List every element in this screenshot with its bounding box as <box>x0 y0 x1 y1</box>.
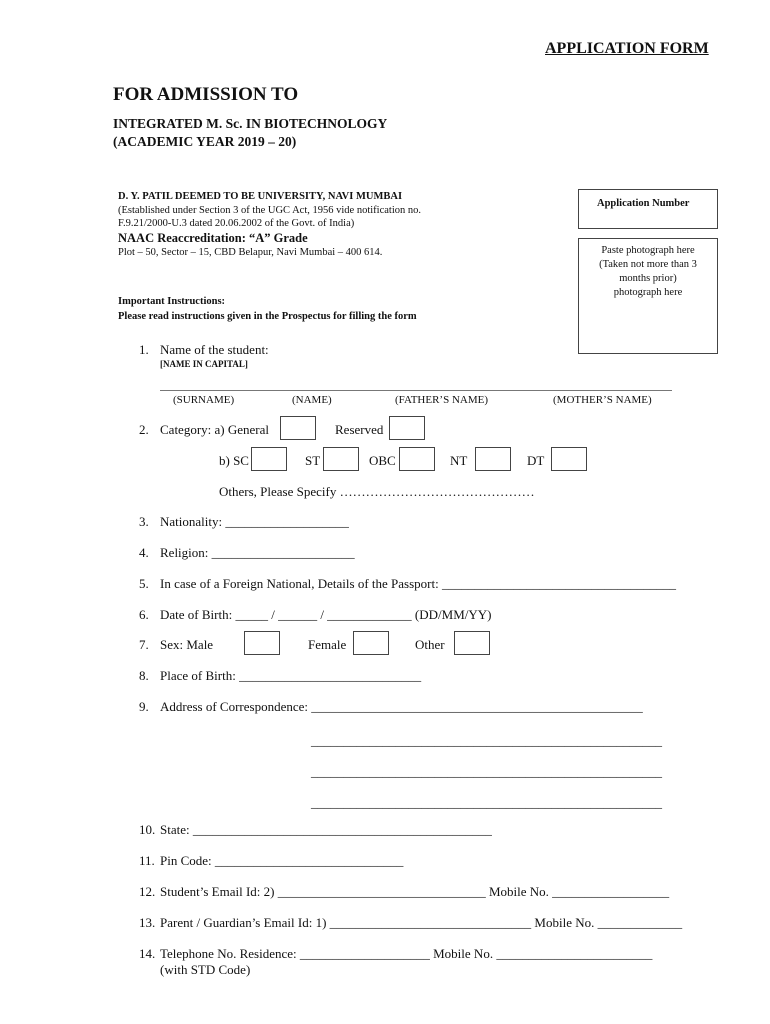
address-line-3[interactable]: ______________________________________________________ <box>311 764 662 779</box>
q1-number: 1. <box>139 342 149 357</box>
instructions-text: Please read instructions given in the Prospectus for filling the form <box>118 311 417 322</box>
q7-number: 7. <box>139 637 149 652</box>
program-name: INTEGRATED M. Sc. IN BIOTECHNOLOGY <box>113 116 388 131</box>
passport-field[interactable]: In case of a Foreign National, Details of the Passport: ____________________________________ <box>160 576 676 591</box>
photo-box[interactable] <box>578 238 718 354</box>
sex-label: Sex: Male <box>160 637 214 652</box>
instructions-title: Important Instructions: <box>118 296 226 307</box>
photo-line-2: (Taken not more than 3 <box>599 259 697 270</box>
pin-code-field[interactable]: Pin Code: _____________________________ <box>160 853 404 868</box>
st-label: ST <box>305 453 321 468</box>
father-name-caption: (FATHER’S NAME) <box>395 394 488 406</box>
q8-number: 8. <box>139 668 149 683</box>
st-checkbox[interactable] <box>323 447 359 471</box>
q14-number: 14. <box>139 946 156 961</box>
establishment-line-1: (Established under Section 3 of the UGC Act, 1956 vide notification no. <box>118 205 421 216</box>
q5-number: 5. <box>139 576 149 591</box>
std-code-note: (with STD Code) <box>160 962 251 977</box>
address-line-4[interactable]: ______________________________________________________ <box>311 795 662 810</box>
other-checkbox[interactable] <box>454 631 490 655</box>
dt-label: DT <box>527 453 545 468</box>
q1-label: Name of the student: <box>160 342 269 357</box>
university-name: D. Y. PATIL DEEMED TO BE UNIVERSITY, NAVI MUMBAI <box>118 191 403 202</box>
nt-checkbox[interactable] <box>475 447 511 471</box>
mother-name-caption: (MOTHER’S NAME) <box>553 394 652 406</box>
q12-number: 12. <box>139 884 156 899</box>
male-checkbox[interactable] <box>244 631 280 655</box>
female-checkbox[interactable] <box>353 631 389 655</box>
application-number-label: Application Number <box>597 198 690 209</box>
reserved-checkbox[interactable] <box>389 416 425 440</box>
photo-line-1: Paste photograph here <box>601 245 695 256</box>
name-caption: (NAME) <box>292 394 332 406</box>
naac-grade: NAAC Reaccreditation: “A” Grade <box>118 231 308 245</box>
q2-label: Category: a) General <box>160 422 270 437</box>
photo-line-4: photograph here <box>613 287 683 298</box>
student-email-field[interactable]: Student’s Email Id: 2) ________________________________ Mobile No. __________________ <box>160 884 670 899</box>
student-name-line[interactable] <box>160 390 672 391</box>
admission-heading: FOR ADMISSION TO <box>113 84 299 105</box>
telephone-field[interactable]: Telephone No. Residence: ____________________ Mobile No. ________________________ <box>160 946 653 961</box>
q6-number: 6. <box>139 607 149 622</box>
nationality-field[interactable]: Nationality: ___________________ <box>160 514 349 529</box>
q11-number: 11. <box>139 853 155 868</box>
others-specify[interactable]: Others, Please Specify ……………………………………… <box>219 484 535 499</box>
sc-checkbox[interactable] <box>251 447 287 471</box>
obc-label: OBC <box>369 453 396 468</box>
obc-checkbox[interactable] <box>399 447 435 471</box>
dob-field[interactable]: Date of Birth: _____ / ______ / _____________ (DD/MM/YY) <box>160 607 492 622</box>
state-field[interactable]: State: ______________________________________________ <box>160 822 492 837</box>
q13-number: 13. <box>139 915 156 930</box>
address-line-2[interactable]: ______________________________________________________ <box>311 733 662 748</box>
academic-year: (ACADEMIC YEAR 2019 – 20) <box>113 134 297 149</box>
q3-number: 3. <box>139 514 149 529</box>
photo-line-3: months prior) <box>619 273 677 284</box>
other-label: Other <box>415 637 445 652</box>
religion-field[interactable]: Religion: ______________________ <box>160 545 355 560</box>
address-field[interactable]: Address of Correspondence: ___________________________________________________ <box>160 699 643 714</box>
q1-note: [NAME IN CAPITAL] <box>160 359 248 369</box>
establishment-line-2: F.9.21/2000-U.3 dated 20.06.2002 of the Govt. of India) <box>118 218 355 229</box>
application-number-box[interactable] <box>578 189 718 229</box>
nt-label: NT <box>450 453 468 468</box>
general-checkbox[interactable] <box>280 416 316 440</box>
place-of-birth-field[interactable]: Place of Birth: ____________________________ <box>160 668 422 683</box>
female-label: Female <box>308 637 347 652</box>
reserved-label: Reserved <box>335 422 384 437</box>
q9-number: 9. <box>139 699 149 714</box>
sc-label: b) SC <box>219 453 249 468</box>
parent-email-field[interactable]: Parent / Guardian’s Email Id: 1) _______________________________ Mobile No. _____________ <box>160 915 683 930</box>
university-address: Plot – 50, Sector – 15, CBD Belapur, Navi Mumbai – 400 614. <box>118 247 383 258</box>
form-title: APPLICATION FORM <box>545 40 709 57</box>
q4-number: 4. <box>139 545 149 560</box>
surname-caption: (SURNAME) <box>173 394 235 406</box>
q10-number: 10. <box>139 822 156 837</box>
q2-number: 2. <box>139 422 149 437</box>
dt-checkbox[interactable] <box>551 447 587 471</box>
